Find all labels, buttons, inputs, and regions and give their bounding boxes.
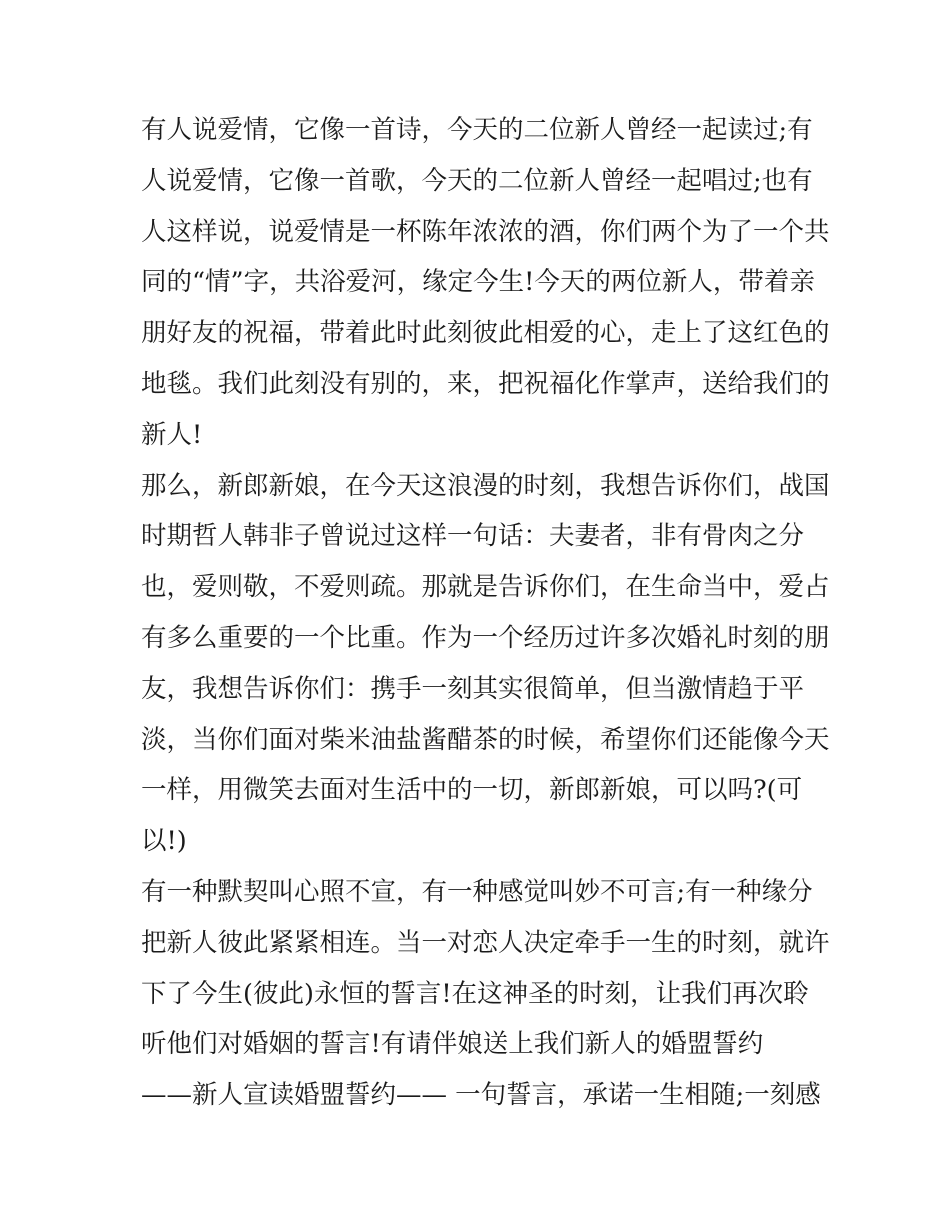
text-line: 时期哲人韩非子曾说过这样一句话：夫妻者，非有骨肉之分 [141,521,805,552]
text-line: 一样，用微笑去面对生活中的一切，新郎新娘，可以吗?(可 [141,775,803,806]
text-line: 淡，当你们面对柴米油盐酱醋茶的时候，希望你们还能像今天 [141,724,830,755]
text-line: 也，爱则敬，不爱则疏。那就是告诉你们，在生命当中，爱占 [141,572,830,603]
text-line: 有人说爱情，它像一首诗，今天的二位新人曾经一起读过;有 [141,115,813,145]
body-text [141,105,830,1121]
text-line: 以!) [141,826,187,857]
text-line: 那么，新郎新娘，在今天这浪漫的时刻，我想告诉你们，战国 [141,470,830,501]
text-line: 地毯。我们此刻没有别的，来，把祝福化作掌声，送给我们的 [141,368,830,399]
text-line: 下了今生(彼此)永恒的誓言!在这神圣的时刻，让我们再次聆 [141,978,809,1009]
text-line: 朋好友的祝福，带着此时此刻彼此相爱的心，走上了这红色的 [141,318,830,349]
text-line: 新人! [141,419,203,450]
text-line: 同的“情”字，共浴爱河，缘定今生!今天的两位新人，带着亲 [141,267,815,298]
text-line: 人这样说，说爱情是一杯陈年浓浓的酒，你们两个为了一个共 [141,216,830,247]
text-line: 有一种默契叫心照不宣，有一种感觉叫妙不可言;有一种缘分 [141,876,813,907]
text-line: 听他们对婚姻的誓言!有请伴娘送上我们新人的婚盟誓约 [141,1029,764,1060]
text-line: 把新人彼此紧紧相连。当一对恋人决定牵手一生的时刻，就许 [141,927,830,958]
text-line: 友，我想告诉你们：携手一刻其实很简单，但当激情趋于平 [141,673,805,704]
text-line: 有多么重要的一个比重。作为一个经历过许多次婚礼时刻的朋 [141,622,830,653]
text-line: 人说爱情，它像一首歌，今天的二位新人曾经一起唱过;也有 [141,165,813,196]
text-line: ——新人宣读婚盟誓约—— 一句誓言，承诺一生相随;一刻感 [141,1080,821,1111]
